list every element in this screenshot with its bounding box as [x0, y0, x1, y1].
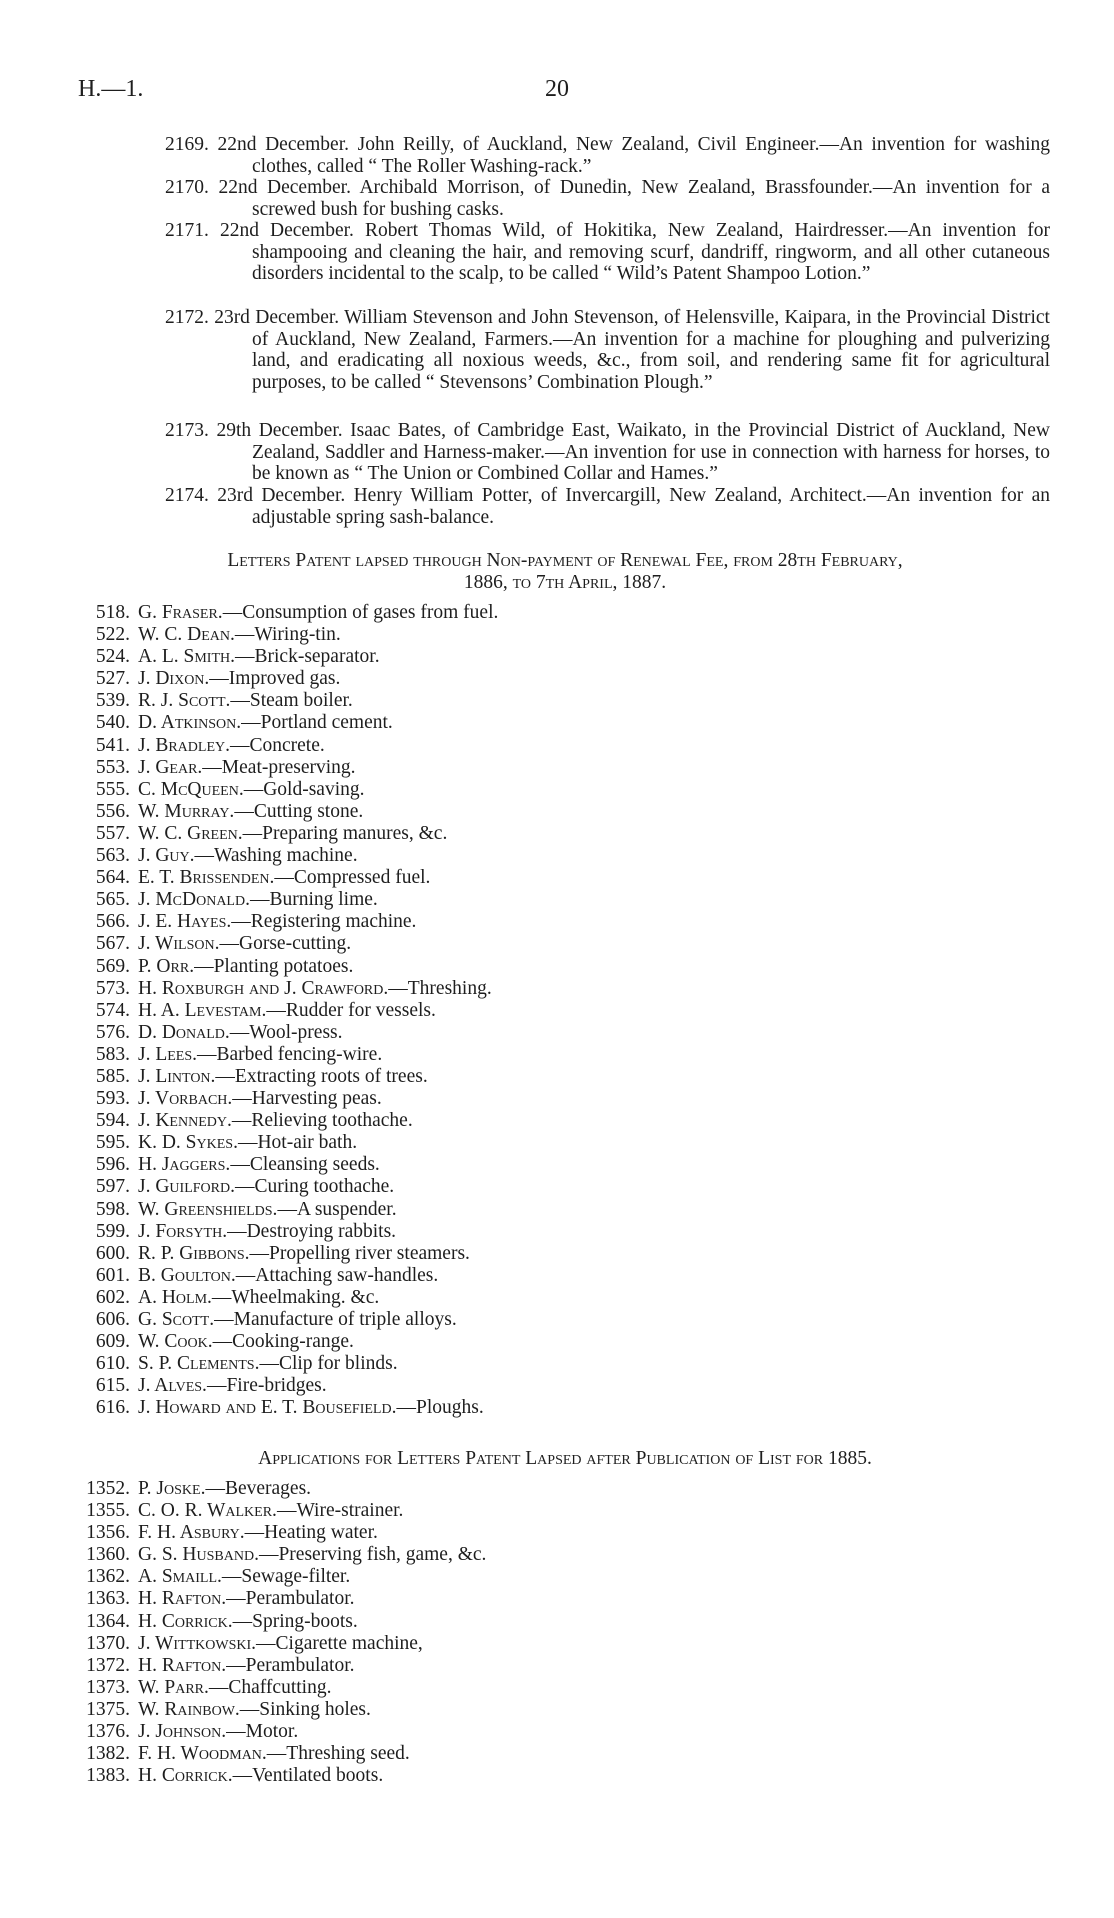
application-entry — [78, 420, 1050, 485]
patentee-name: W. Cook. — [138, 1331, 213, 1353]
patent-number: 518. — [95, 602, 130, 623]
patentee-name: W. Rainbow. — [138, 1698, 240, 1720]
patentee-name: E. T. Brissenden. — [138, 867, 275, 889]
invention-description: —Brick-separator. — [235, 646, 380, 668]
list-item — [92, 1000, 498, 1022]
invention-description: —Spring-boots. — [232, 1610, 358, 1632]
application-number: 2169. — [165, 134, 218, 155]
patent-number: 563. — [95, 845, 130, 867]
list-item — [92, 1044, 498, 1066]
list-item — [92, 1199, 498, 1221]
invention-description: —Sewage-filter. — [221, 1566, 351, 1588]
list-item — [92, 1353, 498, 1375]
list-item — [92, 1176, 498, 1198]
patentee-name: H. Rafton. — [138, 1654, 227, 1676]
patent-number: 596. — [95, 1154, 130, 1176]
invention-description: —Wheelmaking. &c. — [211, 1286, 380, 1308]
list-item — [92, 757, 498, 779]
invention-description: —Improved gas. — [209, 668, 341, 690]
lapsed-applications-list — [80, 1478, 486, 1787]
invention-description: —Threshing. — [388, 977, 492, 999]
patentee-name: J. Johnson. — [138, 1721, 227, 1743]
patent-number: 1382. — [86, 1743, 130, 1765]
patentee-name: K. D. Sykes. — [138, 1132, 238, 1154]
application-date: 22nd December. — [218, 177, 351, 198]
patent-number: 609. — [95, 1331, 130, 1353]
patentee-name: F. H. Asbury. — [138, 1522, 245, 1544]
application-date: 22nd December. — [217, 134, 349, 155]
patentee-name: D. Atkinson. — [138, 712, 242, 734]
invention-description: —Cigarette machine, — [256, 1632, 423, 1654]
patent-number: 1373. — [86, 1676, 130, 1698]
section-title-lapsed-applications: Applications for Letters Patent Lapsed after Publication of List for 1885. — [258, 1448, 872, 1469]
patentee-name: G. S. Husband. — [138, 1544, 259, 1566]
patentee-name: J. Kennedy. — [138, 1110, 232, 1132]
patent-number: 569. — [95, 955, 130, 977]
patentee-name: A. Holm. — [138, 1286, 212, 1308]
invention-description: —Rudder for vessels. — [266, 999, 436, 1021]
patent-number: 557. — [95, 822, 130, 844]
list-item — [92, 1066, 498, 1088]
patent-number: 1370. — [86, 1632, 130, 1654]
patentee-name: W. Murray. — [138, 800, 235, 822]
patentee-name: B. Goulton. — [138, 1264, 236, 1286]
document-reference: H.—1. — [78, 76, 144, 102]
application-text: John Reilly, of Auckland, New Zealand, Civil Engineer.—An invention for washing clothes, called “ The Roller Washing-rack.” — [252, 134, 1050, 177]
invention-description: —Curing toothache. — [234, 1176, 395, 1198]
patentee-name: J. Guilford. — [138, 1176, 235, 1198]
patent-number: 610. — [95, 1353, 130, 1375]
list-item — [80, 1544, 486, 1566]
patent-number: 1364. — [86, 1610, 130, 1632]
invention-description: —Cutting stone. — [234, 800, 364, 822]
list-item — [80, 1765, 486, 1787]
patent-number: 595. — [95, 1132, 130, 1154]
patent-number: 601. — [95, 1264, 130, 1286]
application-entry — [78, 307, 1050, 393]
list-item — [92, 690, 498, 712]
patentee-name: J. Linton. — [138, 1065, 216, 1087]
patentee-name: C. McQueen. — [138, 778, 244, 800]
patentee-name: H. Jaggers. — [138, 1154, 231, 1176]
invention-description: —Gold-saving. — [243, 778, 365, 800]
patent-number: 522. — [95, 624, 130, 646]
list-item — [80, 1677, 486, 1699]
application-entry — [78, 485, 1050, 528]
patentee-name: S. P. Clements. — [138, 1353, 260, 1375]
patentee-name: J. Gear. — [138, 756, 203, 778]
list-item — [92, 845, 498, 867]
list-item — [80, 1611, 486, 1633]
list-item — [92, 1397, 498, 1419]
list-item — [92, 1132, 498, 1154]
patentee-name: W. Parr. — [138, 1676, 209, 1698]
invention-description: —Heating water. — [244, 1522, 378, 1544]
patent-number: 1363. — [86, 1588, 130, 1610]
invention-description: —Ploughs. — [396, 1397, 484, 1419]
application-number: 2173. — [165, 420, 217, 441]
list-item — [80, 1699, 486, 1721]
list-item — [80, 1743, 486, 1765]
patent-number: 565. — [95, 889, 130, 911]
list-item — [80, 1566, 486, 1588]
invention-description: —A suspender. — [277, 1198, 397, 1220]
invention-description: —Concrete. — [230, 734, 325, 756]
patent-number: 566. — [95, 911, 130, 933]
list-item — [92, 1022, 498, 1044]
patent-number: 1352. — [86, 1478, 130, 1499]
list-item — [92, 668, 498, 690]
patent-number: 1362. — [86, 1566, 130, 1588]
list-item — [92, 624, 498, 646]
list-item — [80, 1588, 486, 1610]
invention-description: —Sinking holes. — [239, 1698, 371, 1720]
invention-description: —Destroying rabbits. — [227, 1220, 397, 1242]
patent-number: 594. — [95, 1110, 130, 1132]
list-item — [92, 1265, 498, 1287]
application-date: 23rd December. — [214, 307, 340, 328]
invention-description: —Barbed fencing-wire. — [197, 1043, 383, 1065]
invention-description: —Compressed fuel. — [274, 867, 431, 889]
list-item — [80, 1522, 486, 1544]
section-title-lapsed-renewal: Letters Patent lapsed through Non-payment of Renewal Fee, from 28th February, 1886, to 7th April, 1887. — [227, 550, 903, 593]
list-item — [92, 978, 498, 1000]
patent-number: 1360. — [86, 1544, 130, 1566]
invention-description: —Attaching saw-handles. — [235, 1264, 439, 1286]
invention-description: —Gorse-cutting. — [219, 933, 352, 955]
patentee-name: R. J. Scott. — [138, 690, 231, 712]
patent-number: 1356. — [86, 1522, 130, 1544]
list-item — [92, 1309, 498, 1331]
patentee-name: J. Howard and E. T. Bousefield. — [138, 1397, 397, 1419]
patentee-name: J. Bradley. — [138, 734, 230, 756]
list-item — [92, 1221, 498, 1243]
application-entry — [78, 134, 1050, 177]
list-item — [92, 1243, 498, 1265]
list-item — [92, 602, 498, 624]
list-item — [92, 911, 498, 933]
list-item — [92, 1110, 498, 1132]
invention-description: —Meat-preserving. — [202, 756, 356, 778]
patentee-name: J. Vorbach. — [138, 1088, 233, 1110]
patent-number: 539. — [95, 690, 130, 712]
application-text: Isaac Bates, of Cambridge East, Waikato, in the Provincial District of Auckland, New Zealand, Saddler and Harness-maker.—An invention for use in connection with harness for horses, to be known as “ The Union or Combined Collar and Hames.” — [252, 420, 1050, 485]
invention-description: —Portland cement. — [241, 712, 393, 734]
patent-number: 1376. — [86, 1721, 130, 1743]
patent-number: 541. — [95, 734, 130, 756]
application-date: 29th December. — [216, 420, 343, 441]
invention-description: —Registering machine. — [231, 911, 417, 933]
invention-description: —Planting potatoes. — [194, 955, 354, 977]
patentee-name: F. H. Woodman. — [138, 1743, 267, 1765]
application-date: 22nd December. — [219, 220, 354, 241]
application-number: 2170. — [165, 177, 219, 198]
patent-number: 585. — [95, 1065, 130, 1087]
patentee-name: A. L. Smith. — [138, 646, 235, 668]
list-item — [92, 779, 498, 801]
application-entry — [78, 177, 1050, 220]
patentee-name: R. P. Gibbons. — [138, 1242, 250, 1264]
application-text: Archibald Morrison, of Dunedin, New Zealand, Brassfounder.—An invention for a screwed bush for bushing casks. — [252, 177, 1050, 220]
list-item — [92, 1088, 498, 1110]
patentee-name: W. Greenshields. — [138, 1198, 278, 1220]
list-item — [80, 1478, 486, 1500]
patent-number: 615. — [95, 1375, 130, 1397]
patentee-name: A. Smaill. — [138, 1566, 222, 1588]
patent-number: 593. — [95, 1088, 130, 1110]
invention-description: —Ventilated boots. — [232, 1765, 384, 1787]
patentee-name: J. Guy. — [138, 845, 195, 867]
patentee-name: J. Wilson. — [138, 933, 220, 955]
invention-description: —Wire-strainer. — [276, 1500, 404, 1522]
application-number: 2174. — [165, 485, 218, 506]
patent-number: 1372. — [86, 1654, 130, 1676]
patentee-name: J. E. Hayes. — [138, 911, 232, 933]
patentee-name: H. A. Levestam. — [138, 999, 267, 1021]
invention-description: —Preserving fish, game, &c. — [258, 1544, 487, 1566]
invention-description: —Manufacture of triple alloys. — [214, 1309, 457, 1330]
patentee-name: H. Roxburgh and J. Crawford. — [138, 977, 389, 999]
list-item — [80, 1633, 486, 1655]
invention-description: —Cooking-range. — [212, 1331, 354, 1353]
patent-number: 1375. — [86, 1698, 130, 1720]
patent-number: 553. — [95, 756, 130, 778]
patent-number: 574. — [95, 999, 130, 1021]
invention-description: —Preparing manures, &c. — [242, 822, 448, 844]
invention-description: —Motor. — [226, 1721, 299, 1743]
list-item — [80, 1721, 486, 1743]
patentee-name: C. O. R. Walker. — [138, 1500, 277, 1522]
patentee-name: J. Alves. — [138, 1375, 207, 1397]
application-text: Henry William Potter, of Invercargill, New Zealand, Architect.—An invention for an adjustable spring sash-balance. — [252, 485, 1050, 528]
patentee-name: G. Scott. — [138, 1309, 215, 1330]
patentee-name: W. C. Dean. — [138, 624, 235, 646]
invention-description: —Extracting roots of trees. — [215, 1065, 428, 1087]
invention-description: —Beverages. — [205, 1478, 312, 1499]
invention-description: —Cleansing seeds. — [230, 1154, 380, 1176]
patent-number: 598. — [95, 1198, 130, 1220]
patentee-name: P. Joske. — [138, 1478, 206, 1499]
invention-description: —Steam boiler. — [230, 690, 353, 712]
patent-number: 597. — [95, 1176, 130, 1198]
patent-number: 1355. — [86, 1500, 130, 1522]
invention-description: —Fire-bridges. — [206, 1375, 327, 1397]
application-number: 2171. — [165, 220, 220, 241]
patent-number: 524. — [95, 646, 130, 668]
patentee-name: G. Fraser. — [138, 602, 223, 623]
invention-description: —Hot-air bath. — [237, 1132, 358, 1154]
invention-description: —Consumption of gases from fuel. — [222, 602, 499, 623]
patent-number: 573. — [95, 977, 130, 999]
lapsed-renewal-list — [92, 602, 498, 1419]
invention-description: —Clip for blinds. — [259, 1353, 398, 1375]
invention-description: —Burning lime. — [249, 889, 378, 911]
list-item — [92, 1154, 498, 1176]
application-text: William Stevenson and John Stevenson, of Helensville, Kaipara, in the Provincial District of Auckland, New Zealand, Farmers.—An invention for a machine for ploughing and pulverizing land, and eradicating all noxious weeds, &c., from soil, and rendering same fit for agricultural purposes, to be called “ Stevensons’ Combination Plough.” — [252, 307, 1050, 393]
application-date: 23rd December. — [217, 485, 346, 506]
patent-number: 616. — [95, 1397, 130, 1419]
patent-number: 556. — [95, 800, 130, 822]
list-item — [92, 735, 498, 757]
list-item — [92, 823, 498, 845]
patentee-name: J. Forsyth. — [138, 1220, 228, 1242]
invention-description: —Perambulator. — [226, 1588, 355, 1610]
list-item — [92, 1331, 498, 1353]
invention-description: —Relieving toothache. — [231, 1110, 413, 1132]
patentee-name: D. Donald. — [138, 1021, 230, 1043]
patent-number: 576. — [95, 1021, 130, 1043]
patentee-name: J. Dixon. — [138, 668, 210, 690]
patentee-name: H. Corrick. — [138, 1765, 233, 1787]
list-item — [92, 889, 498, 911]
list-item — [92, 1375, 498, 1397]
patent-number: 1383. — [86, 1765, 130, 1787]
list-item — [92, 712, 498, 734]
patent-number: 527. — [95, 668, 130, 690]
patentee-name: H. Corrick. — [138, 1610, 233, 1632]
list-item — [80, 1655, 486, 1677]
invention-description: —Propelling river steamers. — [249, 1242, 470, 1264]
patent-number: 567. — [95, 933, 130, 955]
patent-number: 540. — [95, 712, 130, 734]
list-item — [92, 801, 498, 823]
patent-number: 602. — [95, 1286, 130, 1308]
patent-number: 583. — [95, 1043, 130, 1065]
list-item — [80, 1500, 486, 1522]
patentee-name: J. Wittkowski. — [138, 1632, 257, 1654]
patent-number: 599. — [95, 1220, 130, 1242]
patentee-name: J. Lees. — [138, 1043, 198, 1065]
patentee-name: H. Rafton. — [138, 1588, 227, 1610]
list-item — [92, 956, 498, 978]
patentee-name: P. Orr. — [138, 955, 195, 977]
invention-description: —Harvesting peas. — [232, 1088, 382, 1110]
application-text: Robert Thomas Wild, of Hokitika, New Zealand, Hairdresser.—An invention for shampooing and cleaning the hair, and removing scurf, dandriff, ringworm, and all other cutaneous disorders incidental to the scalp, to be called “ Wild’s Patent Shampoo Lotion.” — [252, 220, 1051, 285]
list-item — [92, 646, 498, 668]
list-item — [92, 1287, 498, 1309]
invention-description: —Washing machine. — [194, 845, 358, 867]
invention-description: —Chaffcutting. — [208, 1676, 332, 1698]
patent-number: 600. — [95, 1242, 130, 1264]
invention-description: —Perambulator. — [226, 1654, 355, 1676]
patent-number: 555. — [95, 778, 130, 800]
invention-description: —Wiring-tin. — [234, 624, 341, 646]
list-item — [92, 933, 498, 955]
application-number: 2172. — [165, 307, 215, 328]
patent-number: 606. — [95, 1309, 130, 1330]
patent-number: 564. — [95, 867, 130, 889]
application-entry — [78, 220, 1050, 285]
page-number: 20 — [545, 76, 569, 102]
patentee-name: W. C. Green. — [138, 822, 243, 844]
patentee-name: J. McDonald. — [138, 889, 250, 911]
invention-description: —Threshing seed. — [266, 1743, 410, 1765]
list-item — [92, 867, 498, 889]
invention-description: —Wool-press. — [229, 1021, 343, 1043]
